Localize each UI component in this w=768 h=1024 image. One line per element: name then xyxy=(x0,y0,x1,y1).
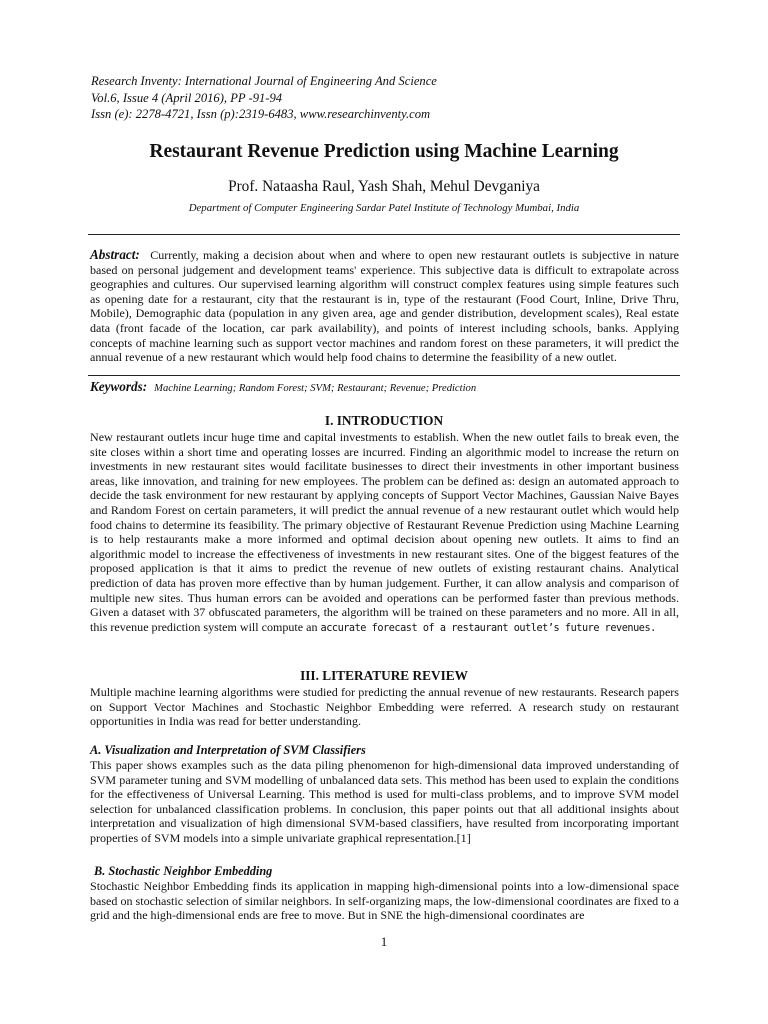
paper-authors: Prof. Nataasha Raul, Yash Shah, Mehul Devganiya xyxy=(228,178,540,195)
abstract-top-rule xyxy=(88,234,680,235)
paper-title: Restaurant Revenue Prediction using Machine Learning xyxy=(149,141,619,162)
journal-volume: Vol.6, Issue 4 (April 2016), PP -91-94 xyxy=(91,90,283,105)
introduction-heading: I. INTRODUCTION xyxy=(324,413,444,428)
keywords xyxy=(90,380,679,397)
introduction-final-line: accurate forecast of a restaurant outlet’s future revenues. xyxy=(320,622,656,634)
introduction-body xyxy=(90,430,679,636)
abstract-bottom-rule xyxy=(88,375,680,376)
abstract-text: Currently, making a decision about when and where to open new restaurant outlets is subjective in nature based on personal judgement and development teams' experience. This subjective data is difficult to extrapolate across geographies and cultures. Our supervised learning algorithm will construct complex features using simple features such as opening date for a restaurant, city that the restaurant is in, type of the restaurant (Food Court, Inline, Drive Thru, Mobile), Demographic data (population in any given area, age and gender distribution, development scales), Real estate data (front facade of the location, car park availability), and points of interest including schools, banks. Applying concepts of machine learning such as support vector machines and random forest on these parameters, it will predict the annual revenue of a new restaurant which would help food chains to determine the feasibility of a new outlet. xyxy=(90,248,679,365)
section-a-heading: A. Visualization and Interpretation of SVM Classifiers xyxy=(90,743,366,757)
literature-heading: III. LITERATURE REVIEW xyxy=(300,668,468,683)
section-b-heading: B. Stochastic Neighbor Embedding xyxy=(94,864,273,878)
journal-header xyxy=(91,73,437,123)
section-b-text: Stochastic Neighbor Embedding finds its application in mapping high-dimensional points into a low-dimensional space based on stochastic selection of similar neighbors. In self-organizing maps, the low-dimensional coordinates are fixed to a grid and the high-dimensional ends are free to move. But in SNE the high-dimensional coordinates are xyxy=(90,879,679,923)
page-number: 1 xyxy=(380,934,388,949)
journal-name: Research Inventy: International Journal of Engineering And Science xyxy=(91,74,437,88)
section-a-text: This paper shows examples such as the data piling phenomenon for high-dimensional data improved understanding of SVM parameter tuning and SVM modelling of unbalanced data sets. This method has been used to explain the conditions for the effectiveness of Universal Learning. This method is used for multi-class problems, and to improve SVM model selection for unbalanced classification problems. In conclusion, this paper points out that all additional insights about interpretation and visualization of high dimensional SVM-based classifiers, have resulted from incorporating important properties of SVM models into a simple univariate graphical representation.[1] xyxy=(90,758,679,845)
abstract-label: Abstract: xyxy=(90,247,140,262)
keywords-label: Keywords: xyxy=(90,379,148,394)
keywords-text: Machine Learning; Random Forest; SVM; Restaurant; Revenue; Prediction xyxy=(154,383,477,394)
paper-affiliation: Department of Computer Engineering Sardar Patel Institute of Technology Mumbai, India xyxy=(188,202,580,214)
introduction-text: New restaurant outlets incur huge time and capital investments to establish. When the new outlet fails to break even, the site closes within a short time and operating losses are incurred. Finding an algorithmic model to increase the return on investments in new restaurant sites would facilitate businesses to direct their investments in other important business areas, like innovation, and training for new employees. The problem can be defined as: design an automated approach to decide the task environment for new restaurant by applying concepts of Support Vector Machines, Gaussian Naive Bayes and Random Forest on certain parameters, it will predict the annual revenue of a new restaurant outlet which would help food chains to determine its feasibility. The primary objective of Restaurant Revenue Prediction using Machine Learning is to help restaurants make a more informed and optimal decision about opening new outlets. It aims to find an algorithmic model to increase the effectiveness of investments in new restaurant sites. One of the biggest features of the proposed application is that it aims to predict the revenue of new outlets of existing restaurant chains. Analytical prediction of data has proven more effective than by human judgement. Further, it can allow analysis and comparison of multiple new sites. Thus human errors can be avoided and operations can be performed faster than previous methods. Given a dataset with 37 obfuscated parameters, the algorithm will be trained on these parameters and no more. All in all, this revenue prediction system will compute an xyxy=(90,430,679,634)
journal-issn: Issn (e): 2278-4721, Issn (p):2319-6483, www.researchinventy.com xyxy=(91,107,431,121)
literature-text: Multiple machine learning algorithms were studied for predicting the annual revenue of new restaurants. Research papers on Support Vector Machines and Stochastic Neighbor Embedding were referred. A research study on restaurant opportunities in India was read for better understanding. xyxy=(90,685,679,729)
abstract xyxy=(90,248,679,365)
